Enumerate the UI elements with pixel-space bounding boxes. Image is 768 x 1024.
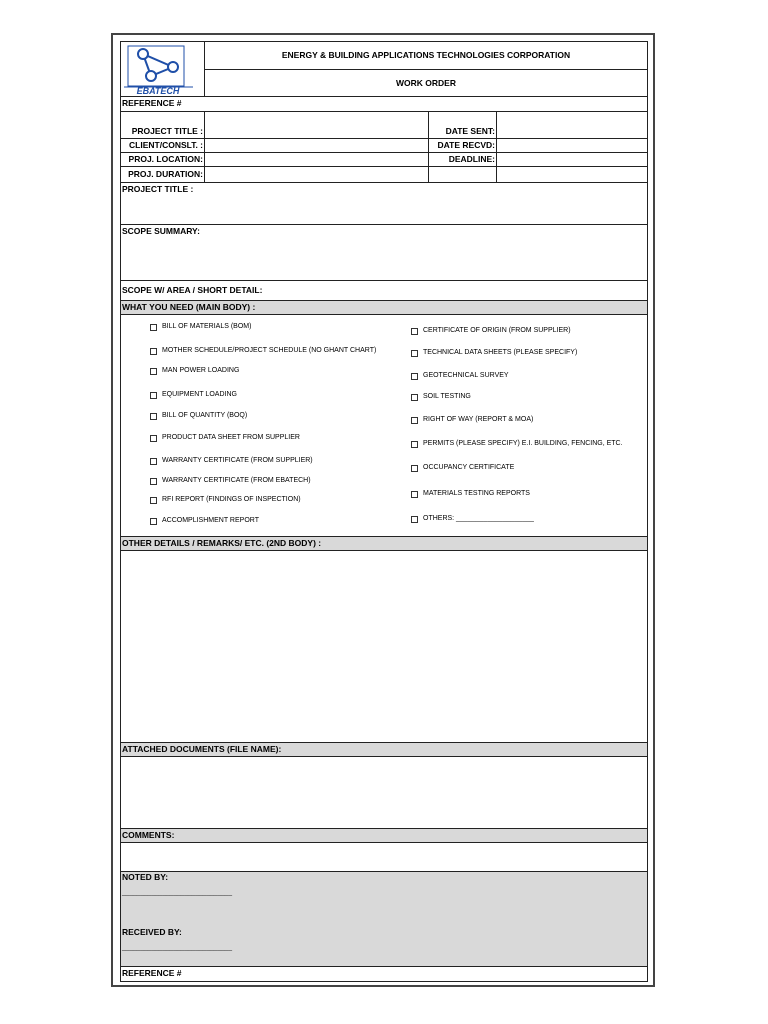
checkbox-label: BILL OF QUANTITY (BOQ) bbox=[162, 412, 248, 419]
grid-line bbox=[120, 182, 648, 183]
checkbox-item[interactable] bbox=[150, 366, 239, 376]
checkbox[interactable] bbox=[411, 373, 418, 380]
checkbox-item[interactable] bbox=[150, 411, 247, 421]
rule bbox=[120, 96, 648, 97]
project-duration-label: PROJ. DURATION: bbox=[128, 169, 203, 179]
checkbox-label: ACCOMPLISHMENT REPORT bbox=[162, 517, 259, 524]
checkbox-label: TECHNICAL DATA SHEETS (PLEASE SPECIFY) bbox=[423, 349, 578, 356]
checkbox-item[interactable] bbox=[150, 322, 251, 332]
checkbox-label: WARRANTY CERTIFICATE (FROM SUPPLIER) bbox=[162, 457, 313, 464]
reference-top-label: REFERENCE # bbox=[122, 98, 182, 108]
comments-label: COMMENTS: bbox=[122, 830, 175, 840]
checkbox-item[interactable] bbox=[150, 476, 311, 486]
checkbox[interactable] bbox=[411, 394, 418, 401]
checkbox-item[interactable] bbox=[411, 326, 571, 336]
received-by-label: RECEIVED BY: bbox=[122, 927, 182, 937]
checkbox-label: MATERIALS TESTING REPORTS bbox=[423, 490, 530, 497]
checkbox-item[interactable] bbox=[150, 495, 301, 505]
checkbox-label: RFI REPORT (FINDINGS OF INSPECTION) bbox=[162, 496, 301, 503]
checkbox-label: WARRANTY CERTIFICATE (FROM EBATECH) bbox=[162, 477, 311, 484]
checkbox[interactable] bbox=[411, 417, 418, 424]
attached-documents-label: ATTACHED DOCUMENTS (FILE NAME): bbox=[122, 744, 282, 754]
other-details-area[interactable] bbox=[121, 552, 647, 741]
checkbox-item[interactable] bbox=[411, 514, 534, 524]
checkbox-item[interactable] bbox=[411, 371, 509, 381]
rule bbox=[120, 966, 648, 967]
header-divider bbox=[204, 69, 647, 70]
project-title-section-label: PROJECT TITLE : bbox=[122, 184, 194, 194]
checkbox-label: CERTIFICATE OF ORIGIN (FROM SUPPLIER) bbox=[423, 327, 571, 334]
checkbox-item[interactable] bbox=[411, 463, 514, 473]
rule bbox=[120, 280, 648, 281]
scope-summary-label: SCOPE SUMMARY: bbox=[122, 226, 200, 236]
checkbox-label: SOIL TESTING bbox=[423, 393, 471, 400]
checkbox[interactable] bbox=[150, 392, 157, 399]
deadline-label: DEADLINE: bbox=[448, 154, 495, 164]
date-received-field[interactable] bbox=[497, 139, 647, 152]
comments-area[interactable] bbox=[121, 844, 647, 870]
checkbox[interactable] bbox=[150, 458, 157, 465]
date-sent-field[interactable] bbox=[497, 112, 647, 138]
checkbox-item[interactable] bbox=[411, 489, 530, 499]
checkbox-item[interactable] bbox=[150, 516, 259, 526]
checkbox[interactable] bbox=[411, 328, 418, 335]
project-location-label: PROJ. LOCATION: bbox=[128, 154, 203, 164]
date-received-label: DATE RECVD: bbox=[437, 140, 495, 150]
checkbox[interactable] bbox=[411, 491, 418, 498]
client-consultant-field[interactable] bbox=[205, 139, 427, 152]
reference-bottom-label: REFERENCE # bbox=[122, 968, 182, 978]
what-you-need-label: WHAT YOU NEED (MAIN BODY) : bbox=[122, 302, 256, 312]
checkbox-label: PERMITS (PLEASE SPECIFY) E.I. BUILDING, FENCING, ETC. bbox=[423, 440, 623, 447]
date-sent-label: DATE SENT: bbox=[445, 126, 495, 136]
scope-detail-label: SCOPE W/ AREA / SHORT DETAIL: bbox=[122, 285, 263, 295]
checkbox[interactable] bbox=[150, 413, 157, 420]
company-logo bbox=[121, 42, 204, 96]
checkbox-item[interactable] bbox=[150, 433, 300, 443]
form-title: WORK ORDER bbox=[396, 78, 456, 88]
deadline-field[interactable] bbox=[497, 153, 647, 166]
project-title-label: PROJECT TITLE : bbox=[131, 126, 203, 136]
checkbox-label: MAN POWER LOADING bbox=[162, 367, 240, 374]
checkbox[interactable] bbox=[411, 441, 418, 448]
checkbox-item[interactable] bbox=[411, 392, 471, 402]
checkbox-item[interactable] bbox=[150, 346, 376, 356]
comments-header bbox=[121, 828, 647, 843]
checkbox[interactable] bbox=[150, 368, 157, 375]
logo-wordmark: EBATECH bbox=[136, 86, 180, 96]
noted-by-signature-line[interactable]: ______________________________ bbox=[122, 889, 233, 896]
checkbox-item[interactable] bbox=[150, 456, 313, 466]
project-title-area[interactable] bbox=[121, 196, 647, 223]
checkbox-label: OCCUPANCY CERTIFICATE bbox=[423, 464, 515, 471]
project-duration-field[interactable] bbox=[205, 167, 427, 182]
checkbox[interactable] bbox=[411, 516, 418, 523]
checkbox-label: OTHERS: ____________________ bbox=[423, 515, 534, 522]
checkbox[interactable] bbox=[411, 465, 418, 472]
checkbox-item[interactable] bbox=[411, 415, 533, 425]
checkbox[interactable] bbox=[150, 478, 157, 485]
checkbox-label: GEOTECHNICAL SURVEY bbox=[423, 372, 509, 379]
checkbox[interactable] bbox=[150, 348, 157, 355]
noted-by-label: NOTED BY: bbox=[122, 872, 169, 882]
checkbox-item[interactable] bbox=[411, 348, 577, 358]
checkbox-label: EQUIPMENT LOADING bbox=[162, 391, 237, 398]
received-by-signature-line[interactable]: ______________________________ bbox=[122, 944, 233, 951]
checkbox-label: PRODUCT DATA SHEET FROM SUPPLIER bbox=[162, 434, 300, 441]
project-title-field[interactable] bbox=[205, 112, 427, 138]
checkbox-item[interactable] bbox=[411, 439, 623, 449]
checkbox-label: MOTHER SCHEDULE/PROJECT SCHEDULE (NO GHANT CHART) bbox=[162, 347, 377, 354]
checkbox[interactable] bbox=[150, 435, 157, 442]
attached-documents-area[interactable] bbox=[121, 758, 647, 827]
checkbox[interactable] bbox=[150, 518, 157, 525]
checkbox[interactable] bbox=[150, 324, 157, 331]
checkbox-item[interactable] bbox=[150, 390, 237, 400]
project-location-field[interactable] bbox=[205, 153, 427, 166]
checkbox[interactable] bbox=[150, 497, 157, 504]
company-name: ENERGY & BUILDING APPLICATIONS TECHNOLOGIES CORPORATION bbox=[281, 50, 571, 60]
checkbox[interactable] bbox=[411, 350, 418, 357]
client-consultant-label: CLIENT/CONSLT. : bbox=[129, 140, 203, 150]
other-details-label: OTHER DETAILS / REMARKS/ ETC. (2ND BODY) : bbox=[122, 538, 322, 548]
checkbox-label: RIGHT OF WAY (REPORT & MOA) bbox=[423, 416, 534, 423]
scope-summary-area[interactable] bbox=[121, 238, 647, 279]
checkbox-label: BILL OF MATERIALS (BOM) bbox=[162, 323, 252, 330]
